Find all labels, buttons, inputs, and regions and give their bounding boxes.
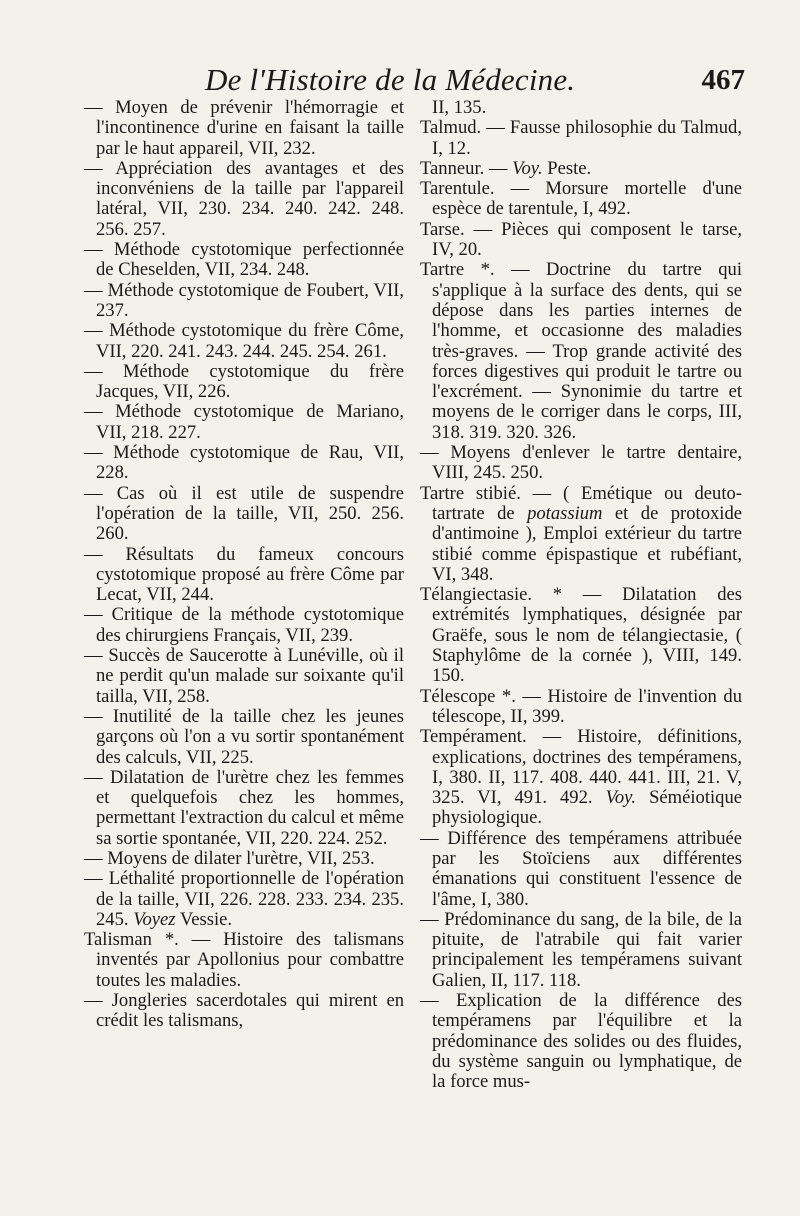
entry-text: — Succès de Saucerotte à Lunéville, où il ne perdit qu'un malade sur soixante qu'il tailla, VII, 258.	[84, 645, 404, 707]
entry-italic: Voy.	[605, 787, 637, 809]
index-entry	[420, 98, 742, 118]
index-entry	[84, 362, 404, 403]
index-entry	[420, 727, 742, 828]
index-entry	[84, 768, 404, 849]
entry-text: — Moyens de dilater l'urètre, VII, 253.	[84, 847, 375, 869]
entry-text: Tarse. — Pièces qui composent le tarse, IV, 20.	[420, 218, 742, 261]
entry-text: — Moyen de prévenir l'hémorragie et l'incontinence d'urine en faisant la taille par le haut appareil, VII, 232.	[84, 97, 404, 159]
entry-text: II, 135.	[432, 97, 487, 118]
entry-italic: Voy.	[512, 157, 543, 179]
index-entry	[84, 443, 404, 484]
index-entry	[420, 991, 742, 1092]
page-number: 467	[701, 64, 745, 96]
entry-text: — Prédominance du sang, de la bile, de la pituite, de l'atrabile qui fait varier principalement les tempéramens suivant Galien, II, 117. 118.	[420, 908, 742, 991]
entry-text: — Résultats du fameux concours cystotomique proposé au frère Côme par Lecat, VII, 244.	[84, 543, 404, 606]
entry-tail: et de protoxide d'antimoine ), Emploi extérieur du tartre stibié comme épispastique et rubéfiant, VI, 348.	[432, 502, 743, 585]
entry-text: — Méthode cystotomique du frère Jacques, VII, 226.	[84, 360, 404, 403]
entry-tail: Peste.	[547, 157, 592, 179]
index-entry	[420, 687, 742, 728]
index-entry	[84, 240, 404, 281]
entry-text: Tarentule. — Morsure mortelle d'une espèce de tarentule, I, 492.	[420, 178, 742, 220]
entry-text: — Explication de la différence des tempéramens par l'équilibre et la prédominance des solides ou des fluides, du système sanguin ou lymphatique, de la force mus-	[420, 990, 742, 1093]
index-entry	[420, 220, 742, 261]
index-entry	[84, 402, 404, 443]
index-entry	[420, 179, 742, 220]
entry-italic: Voyez	[133, 908, 176, 930]
entry-text: — Critique de la méthode cystotomique des chirurgiens Français, VII, 239.	[84, 604, 404, 646]
entry-text: — Inutilité de la taille chez les jeunes garçons où l'on a vu sortir spontanément des calculs, VII, 225.	[84, 705, 404, 768]
index-entry	[84, 545, 404, 606]
entry-italic: potassium	[527, 502, 603, 524]
entry-text: — Jongleries sacerdotales qui mirent en crédit les talismans,	[84, 990, 404, 1032]
index-entry	[420, 829, 742, 910]
entry-text: Tartre stibié. — ( Emétique ou deuto-tartrate de	[420, 482, 742, 524]
index-entry	[84, 991, 404, 1032]
entry-text: — Cas où il est utile de suspendre l'opération de la taille, VII, 250. 256. 260.	[84, 482, 404, 545]
entry-tail: Séméiotique physiologique.	[432, 787, 743, 829]
index-entry	[84, 869, 404, 930]
index-entry	[420, 585, 742, 686]
index-entry	[84, 484, 404, 545]
entry-text: — Méthode cystotomique de Foubert, VII, 237.	[84, 279, 404, 321]
entry-text: Talisman *. — Histoire des talismans inventés par Apollonius pour combattre toutes les maladies.	[84, 929, 404, 991]
entry-text: — Moyens d'enlever le tartre dentaire, VIII, 245. 250.	[420, 442, 742, 484]
index-entry	[84, 98, 404, 159]
entry-text: — Méthode cystotomique perfectionnée de Cheselden, VII, 234. 248.	[84, 239, 404, 281]
index-entry	[84, 159, 404, 240]
index-entry	[84, 281, 404, 322]
entry-text: — Appréciation des avantages et des inconvéniens de la taille par l'appareil latéral, VII, 230. 234. 240. 242. 248. 256. 257.	[84, 157, 404, 240]
entry-text: Télangiectasie. * — Dilatation des extrémités lymphatiques, désignée par Graëfe, sous le nom de télangiectasie, ( Staphylôme de la cornée ), VIII, 149. 150.	[420, 584, 742, 687]
index-entry	[420, 118, 742, 159]
entry-text: — Méthode cystotomique du frère Côme, VII, 220. 241. 243. 244. 245. 254. 261.	[84, 320, 404, 362]
index-entry	[84, 849, 404, 869]
right-column	[420, 98, 742, 1093]
index-entry	[84, 930, 404, 991]
index-entry	[84, 646, 404, 707]
entry-text: — Dilatation de l'urètre chez les femmes et quelquefois chez les hommes, permettant l'extraction du calcul et même sa sortie spontanée, VII, 220. 224. 252.	[84, 766, 404, 849]
entry-text: — Méthode cystotomique de Mariano, VII, 218. 227.	[84, 401, 404, 443]
entry-text: Tempérament. — Histoire, définitions, explications, doctrines des tempéramens, I, 380. II, 117. 408. 440. 441. III, 21. V, 325. VI, 491. 492.	[420, 726, 742, 809]
running-title: De l'Histoire de la Médecine.	[205, 62, 576, 97]
left-column	[84, 98, 404, 1032]
index-entry	[420, 443, 742, 484]
index-entry	[84, 605, 404, 646]
entry-text: Tanneur. —	[420, 157, 508, 179]
index-entry	[84, 707, 404, 768]
index-entry	[420, 260, 742, 443]
entry-text: Talmud. — Fausse philosophie du Talmud, I, 12.	[420, 117, 742, 159]
index-entry	[420, 159, 742, 179]
entry-text: Télescope *. — Histoire de l'invention du télescope, II, 399.	[420, 685, 742, 727]
index-entry	[420, 484, 742, 585]
entry-text: — Différence des tempéramens attribuée par les Stoïciens aux différentes émanations qui constituent l'essence de l'âme, I, 380.	[420, 827, 742, 910]
entry-text: — Léthalité proportionnelle de l'opération de la taille, VII, 226. 228. 233. 234. 235. 245.	[84, 868, 404, 930]
entry-text: Tartre *. — Doctrine du tartre qui s'applique à la surface des dents, qui se dépose dans les parties internes de l'homme, et occasionne des maladies très-graves. — Trop grande activité des forces digestives qui produit le tartre ou l'excrément. — Synonimie du tartre et moyens de le corriger dans le corps, III, 318. 319. 320. 326.	[420, 259, 742, 443]
index-entry	[84, 321, 404, 362]
index-entry	[420, 910, 742, 991]
entry-tail: Vessie.	[179, 908, 233, 930]
entry-text: — Méthode cystotomique de Rau, VII, 228.	[84, 442, 404, 484]
